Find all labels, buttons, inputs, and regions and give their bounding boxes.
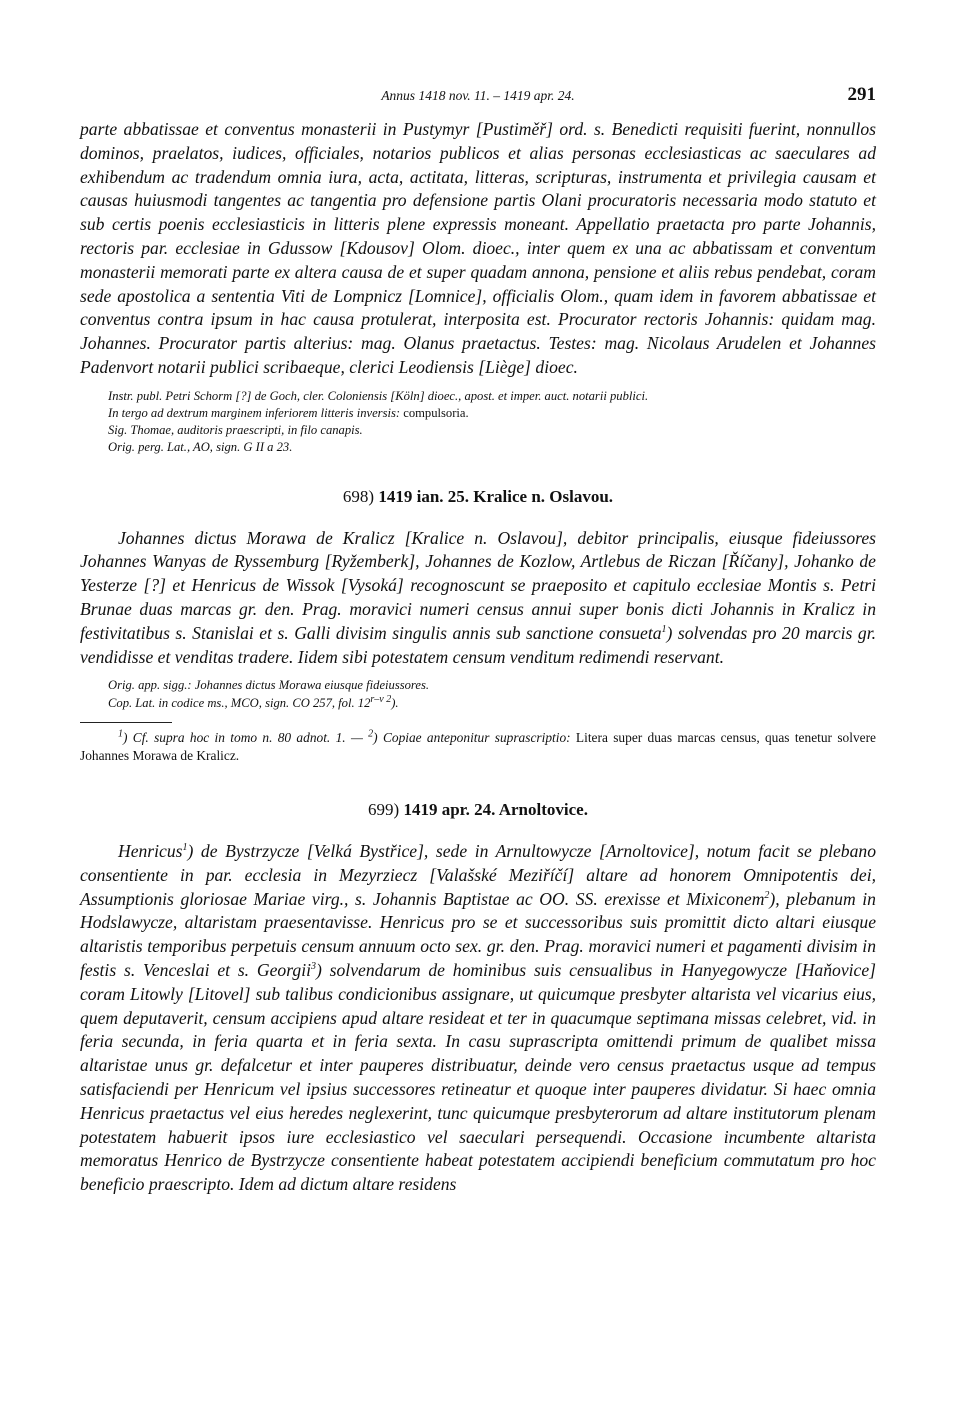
page-number: 291	[847, 84, 876, 105]
footnote-ref-2: 2	[764, 889, 770, 901]
doc698-note-original: Orig. app. sigg.: Johannes dictus Morawa eiusque fideiussores.	[108, 678, 430, 693]
footnote-ref-3: 3	[310, 961, 316, 973]
doc699-date-place: 1419 apr. 24. Arnoltovice.	[403, 799, 588, 819]
doc698-notes	[108, 677, 876, 711]
doc697-note-instrument: Instr. publ. Petri Schorm [?] de Goch, cler. Coloniensis [Köln] dioec., apost. et imper. auct. notarii publici.	[108, 388, 649, 403]
doc698-footnotes: $^1$) Cf. supra hoc in tomo n. 80 adnot. 1. — $^2$) Copiae anteponitur suprascriptio: Litera super duas marcas census, quas tenetur solvere Johannes Morawa de Kralicz.	[80, 728, 876, 764]
footnote-ref-1: 1	[661, 623, 667, 635]
doc697-note-seal: Sig. Thomae, auditoris praescripti, in filo canapis.	[108, 423, 363, 438]
doc698-heading	[80, 487, 876, 507]
doc697-continuation: parte abbatissae et conventus monasterii in Pustymyr [Pustiměř] ord. s. Benedicti requisiti fuerint, nonnullos dominos, praelatos, iudices, officiales, notarios publicos et alias personas ecclesiasticas ac saeculares ad exhibendum ac tradendum omnia iura, acta, actitata, litteras, scripturas, instrumenta et privilegia causam et causas huiusmodi tangentes ac tangentia pro defensione partis Olani procuratoris necessaria modo statuto et sub certis poenis ecclesiasticis in litteris plene expressis moneant. Appellatio praetacta pro parte Johannis, rectoris par. ecclesiae in Gdussow [Kdousov] Olom. dioec., inter quem ex una ac abbatissam et conventum monasterii memorati parte ex altera causa de et super quadam annona, pensione et aliis rebus pendebat, coram sede apostolica a sententia Viti de Lompnicz [Lomnice], officialis Olom., quam idem in favorem abbatissae et conventus contra ipsum in hac causa protulerat, interposita est. Procurator rectoris Johannis: quidam mag. Johannes. Procurator partis alterius: mag. Olanus praetactus. Testes: mag. Nicolaus Arudelen et Johannes Padenvort notarii publici scribaeque, clerici Leodiensis [Liège] dioec.	[80, 119, 876, 377]
doc698-text: Johannes dictus Morawa de Kralicz [Kralice n. Oslavou], debitor principalis, eiusque fideiussores Johannes Wanyas de Ryssemburg [Ryžemberk], Johannes de Kozlow, Artlebus de Riczan [Říčany], Johanko de Yesterze [?] et Henricus de Wissok [Vysoká] recognoscunt se praeposito et capitulo ecclesiae Montis s. Petri Brunae duas marcas gr. den. Prag. moravici numeri census annui super bonis dicti Johannis in Kralicz in festivitatibus s. Stanislai et s. Galli divisim singulis annis sub sanctione consueta$^1$) solvendas pro 20 marcis gr. vendidisse et venditas tradere. Iidem sibi potestatem censum venditum redimendi reservant.	[80, 527, 876, 667]
doc699-heading	[80, 800, 876, 820]
page-header	[80, 84, 876, 108]
doc698-number: 698)	[342, 486, 375, 506]
running-head: Annus 1418 nov. 11. – 1419 apr. 24.	[381, 88, 575, 103]
doc698-note-copy: Cop. Lat. in codice ms., MCO, sign. CO 257, fol. $12^{r-v 2}$).	[108, 693, 399, 710]
footnote-divider	[80, 722, 172, 723]
doc697-notes	[108, 388, 876, 457]
doc697-note-dorse: In tergo ad dextrum marginem inferiorem litteris inversis: compulsoria.	[108, 405, 469, 420]
doc697-note-original: Orig. perg. Lat., AO, sign. G II a 23.	[108, 440, 293, 455]
footnote-ref-1: 1	[182, 842, 188, 854]
doc699-text: Henricus$^1$) de Bystrzycze [Velká Bystřice], sede in Arnultowycze [Arnoltovice], notum facit se plebano consentiente in par. ecclesia in Mezyrziecz [Valašské Meziříčí] altare ad honorem Omnipotentis dei, Assumptionis gloriosae Mariae virg., s. Johannis Baptistae ac OO. SS. erexisse et Mixiconem$^2$), plebanum in Hodslawycze, altaristam praesentavisse. Henricus pro se et successoribus suis promittit dicto altari eiusque altaristis temporibus perpetuis censum annuum octo sex. gr. den. Prag. moravici numeri et pagamenti divisim in festis s. Venceslai et s. Georgii$^3$) solvendarum de hominibus suis censualibus in Hanyegowycze [Haňovice] coram Litowly [Litovel] sub talibus condicionibus assignare, ut quicumque presbyter altarista vel vicarius eius, quem deputaverit, censum accipiens apud altare resideat et ter in quacumque septimana missas celebret, vid. in feria secunda, in feria quarta et in feria sexta. In casu suprascripta omittendi primum de qualibet missa altaristae unus gr. defalcetur et inter pauperes distribuatur, deinde vero census praetactus usque ad tempus satisfaciendi per Henricum vel ipsius successores retineatur et quoque inter pauperes dividatur. Si haec omnia Henricus praetactus vel eius heredes neglexerint, tunc quicumque presbyterorum ad altare institutorum plenam potestatem habuerit ipsos iure ecclesiastico vel saeculari persequendi. Occasione incumbente altarista memoratus Henrico de Bystrzycze consentiente habeat potestatem accipiendi beneficium commutatum pro hoc beneficio praescripto. Idem ad dictum altare residens	[80, 840, 876, 1195]
doc699-number: 699)	[368, 799, 400, 819]
doc698-date-place: 1419 ian. 25. Kralice n. Oslavou.	[378, 486, 614, 506]
page	[80, 84, 876, 1197]
